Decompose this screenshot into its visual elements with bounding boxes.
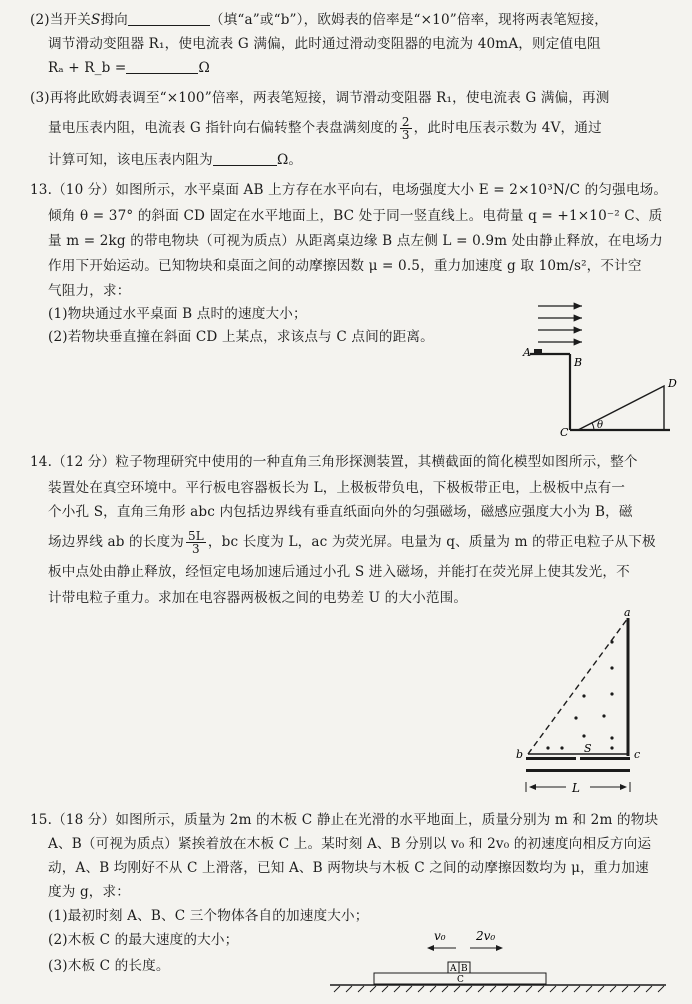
q12-part2-line3: Rₐ + R_b = Ω (48, 60, 210, 76)
q13-sub1: (1)物块通过水平桌面 B 点时的速度大小； (48, 306, 307, 322)
q14-figure (500, 606, 670, 802)
q13-line3: 量 m = 2kg 的带电物块（可视为质点）从距离桌边缘 B 点左侧 L = 0.9m 处由静止释放，在电场力 (48, 233, 663, 249)
label-2v0: 2v₀ (476, 929, 496, 943)
label-c: c (634, 748, 641, 761)
q15-sub2: (2)木板 C 的最大速度的大小； (48, 932, 239, 948)
q12-part3-line3: 计算可知，该电压表内阻为 Ω。 (48, 152, 303, 168)
fraction-two-thirds: $\frac{2}{3}$ (401, 115, 410, 142)
answer-blank[interactable] (128, 11, 210, 26)
label-theta: θ (597, 420, 604, 431)
label-A: A (523, 346, 531, 359)
q13-line5: 气阻力，求： (48, 283, 131, 299)
magnetic-field-dots (546, 640, 613, 749)
label-b: b (516, 748, 524, 761)
q15-sub1: (1)最初时刻 A、B、C 三个物体各自的加速度大小； (48, 908, 369, 924)
q12-part3-line1: (3)再将此欧姆表调至“×100”倍率，两表笔短接，调节滑动变阻器 R₁，使电流表 G 满偏，再测 (30, 90, 610, 106)
q14-line1: 14.（12 分）粒子物理研究中使用的一种直角三角形探测装置，其横截面的简化模型如图所示，整个 (30, 454, 638, 470)
label-L: L (572, 781, 580, 795)
incline-cd (578, 386, 664, 430)
label-D: D (668, 377, 677, 390)
q13-line4: 作用下开始运动。已知物块和桌面之间的动摩擦因数 μ = 0.5，重力加速度 g 取 10m/s²，不计空 (48, 258, 642, 274)
q12-part2-line1: (2)当开关S拇向 （填“a”或“b”），欧姆表的倍率是“×10”倍率，现将两表笔短接， (30, 12, 609, 28)
electric-field-arrows (538, 306, 582, 342)
answer-blank[interactable] (213, 151, 277, 166)
q15-sub3: (3)木板 C 的长度。 (48, 958, 170, 974)
q15-line4: 度为 g，求： (48, 884, 131, 900)
label-C: C (457, 975, 464, 985)
q14-line5: 板中点处由静止释放，经恒定电场加速后通过小孔 S 进入磁场，并能打在荧光屏上使其发光，不 (48, 564, 630, 580)
q14-line3: 个小孔 S，直角三角形 abc 内包括边界线有垂直纸面向外的匀强磁场，磁感应强度大小为 B，磁 (48, 504, 633, 520)
q13-sub2: (2)若物块垂直撞在斜面 CD 上某点，求该点与 C 点间的距离。 (48, 329, 434, 345)
label-v0: v₀ (434, 929, 446, 943)
q13-figure (520, 290, 692, 440)
ground-hatching (334, 986, 664, 992)
label-C: C (560, 426, 569, 439)
q14-line4: 场边界线 ab 的长度为 $\frac{5L}{3}$ ，bc 长度为 L，ac 为荧光屏。电量为 q、质量为 m 的带正电粒子从下极 (48, 529, 656, 556)
label-S: S (584, 742, 592, 755)
q13-line1: 13.（10 分）如图所示，水平桌面 AB 上方存在水平向右，电场强度大小 E = 2×10³N/C 的匀强电场。 (30, 182, 668, 198)
q15-line2: A、B（可视为质点）紧挨着放在木板 C 上。某时刻 A、B 分别以 v₀ 和 2v₀ 的初速度向相反方向运 (48, 836, 652, 852)
q15-figure (330, 924, 670, 1002)
fraction-5L-over-3: $\frac{5L}{3}$ (188, 529, 204, 556)
q14-line2: 装置处在真空环境中。平行板电容器板长为 L，上极板带负电，下极板带正电，上极板中点有一 (48, 480, 626, 496)
q15-line3: 动，A、B 均刚好不从 C 上滑落，已知 A、B 两物块与木板 C 之间的动摩擦因数均为 μ，重力加速 (48, 860, 649, 876)
label-a: a (624, 606, 631, 619)
label-B: B (574, 356, 583, 369)
q14-line6: 计带电粒子重力。求加在电容器两极板之间的电势差 U 的大小范围。 (48, 590, 468, 606)
label-A: A (450, 964, 457, 974)
q12-part2-line2: 调节滑动变阻器 R₁，使电流表 G 满偏，此时通过滑动变阻器的电流为 40mA，则定值电阻 (48, 36, 601, 52)
q15-line1: 15.（18 分）如图所示，质量为 2m 的木板 C 静止在光滑的水平地面上，质量分别为 m 和 2m 的物块 (30, 812, 659, 828)
q12-part3-line2: 量电压表内阻，电流表 G 指针向右偏转整个表盘满刻度的 $\frac{2}{3}$ ，此时电压表示数为 4V，通过 (48, 115, 602, 142)
answer-blank[interactable] (126, 59, 198, 74)
lower-plate (526, 769, 630, 772)
slit-s (576, 756, 580, 761)
side-ab-dashed (528, 618, 628, 754)
label-B: B (461, 964, 468, 974)
q13-line2: 倾角 θ = 37° 的斜面 CD 固定在水平地面上，BC 处于同一竖直线上。电荷量 q = +1×10⁻² C、质 (48, 208, 663, 224)
